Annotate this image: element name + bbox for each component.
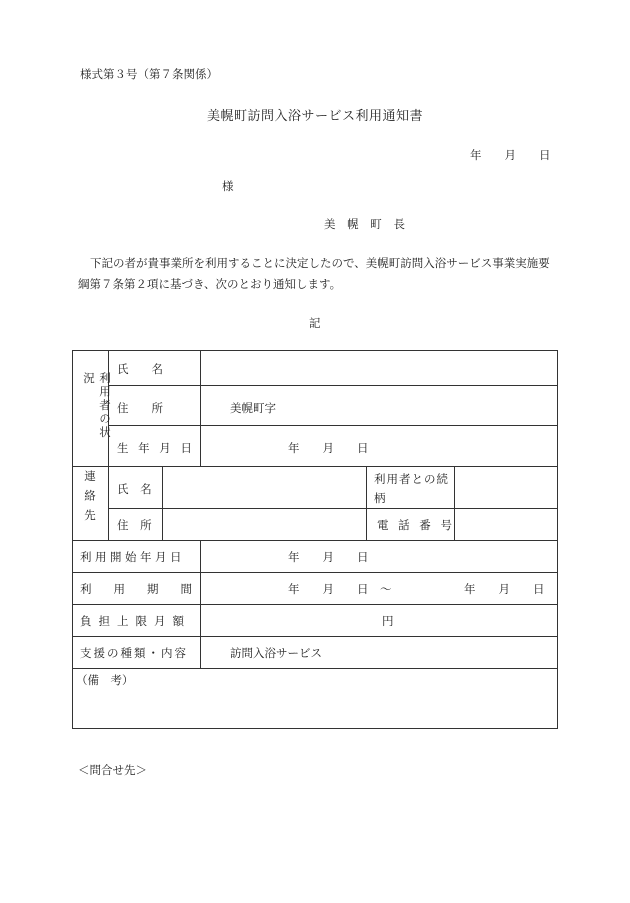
start-date-label: 利用開始年月日 xyxy=(80,550,185,564)
notification-table xyxy=(72,350,558,729)
user-section-label: 利用者の状況 xyxy=(82,372,112,440)
period-to: 年 月 日 xyxy=(464,582,545,596)
form-number: 様式第３号（第７条関係） xyxy=(80,67,218,81)
start-date-value: 年 月 日 xyxy=(288,550,369,564)
address-value: 美幌町字 xyxy=(230,401,276,415)
ki-heading: 記 xyxy=(309,316,321,330)
address-label: 住 所 xyxy=(117,401,163,415)
relationship-label: 利用者との続柄 xyxy=(374,472,449,505)
contact-footer: ＜問合せ先＞ xyxy=(78,763,147,777)
contact-section-label: 連絡先 xyxy=(83,470,97,529)
name-label: 氏 名 xyxy=(117,362,163,376)
service-value: 訪問入浴サービス xyxy=(230,646,322,660)
contact-address-label: 住 所 xyxy=(117,518,156,532)
birth-value: 年 月 日 xyxy=(288,441,369,455)
contact-name-label: 氏 名 xyxy=(117,482,156,496)
service-label: 支援の種類・内容 xyxy=(80,646,188,660)
limit-unit: 円 xyxy=(382,614,394,628)
body-text: 下記の者が貴事業所を利用することに決定したので、美幌町訪問入浴サービス事業実施要綱第７条第２項に基づき、次のとおり通知します。 xyxy=(78,256,550,291)
period-from: 年 月 日 〜 xyxy=(288,582,392,596)
period-label: 利用期間 xyxy=(80,582,214,596)
addressee-suffix: 様 xyxy=(222,179,234,193)
remarks-label: （備 考） xyxy=(76,673,134,687)
issue-date: 年 月 日 xyxy=(470,148,551,162)
limit-label: 負担上限月額 xyxy=(80,614,191,628)
phone-label: 電 話 番 号 xyxy=(377,518,455,532)
issuer: 美 幌 町 長 xyxy=(324,217,409,231)
page-title: 美幌町訪問入浴サービス利用通知書 xyxy=(206,109,423,124)
birth-label: 生 年 月 日 xyxy=(117,441,195,455)
